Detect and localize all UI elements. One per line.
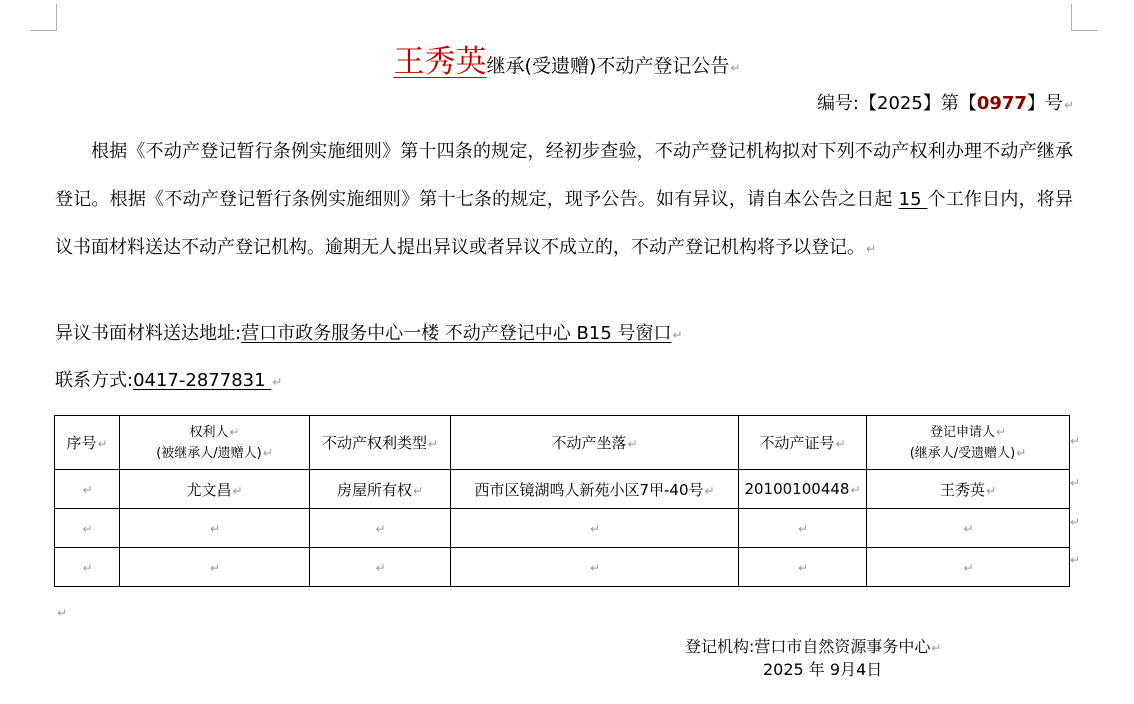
- cell-holder: 尤文昌↵: [120, 470, 310, 509]
- row-end-mark-icon: ↵: [1070, 553, 1081, 567]
- header-cert: 不动产证号↵: [739, 416, 867, 470]
- registration-table: [54, 415, 1070, 587]
- table-row: [55, 548, 1070, 587]
- header-seq: 序号↵: [55, 416, 120, 470]
- table-row: [55, 509, 1070, 548]
- header-holder: 权利人↵ (被继承人/遗赠人)↵: [120, 416, 310, 470]
- notice-number: [817, 89, 1074, 115]
- body-text-2: 个工作日内，将异议书面材料送达不动产登记机构。逾期无人提出异议或者异议不成立的，不动产登记机构将予以登记。: [55, 189, 1073, 258]
- number-mid: 】第【: [922, 93, 977, 114]
- title-person-name: 王秀英: [393, 44, 487, 80]
- objection-days: 15: [898, 189, 928, 210]
- notice-date: 2025 年 9月4日: [763, 660, 883, 679]
- authority-label: 登记机构:: [685, 637, 755, 656]
- cell-holder: ↵: [120, 509, 310, 548]
- row-end-mark-icon: ↵: [1070, 515, 1081, 529]
- body-text-1: 根据《不动产登记暂行条例实施细则》第十四条的规定，经初步查验，不动产登记机构拟对下列不动产权利办理不动产继承登记。根据《不动产登记暂行条例实施细则》第十七条的规定，现予公告。如有异议，请自本公告之日起: [55, 141, 1073, 210]
- cell-applicant: ↵: [867, 509, 1070, 548]
- cell-cert: ↵: [739, 548, 867, 587]
- cell-type: ↵: [310, 548, 451, 587]
- header-type: 不动产权利类型↵: [310, 416, 451, 470]
- cell-seq: ↵: [55, 548, 120, 587]
- header-location: 不动产坐落↵: [451, 416, 739, 470]
- contact-info: [55, 366, 282, 392]
- empty-paragraph-mark-icon: ↵: [57, 606, 68, 620]
- number-prefix: 编号:【: [816, 93, 878, 114]
- cell-seq: ↵: [55, 509, 120, 548]
- header-applicant: 登记申请人↵ (继承人/受遗赠人)↵: [867, 416, 1070, 470]
- address-value: 营口市政务服务中心一楼 不动产登记中心 B15 号窗口: [241, 323, 672, 344]
- cell-applicant: ↵: [867, 548, 1070, 587]
- paragraph-mark-icon: ↵: [931, 641, 942, 655]
- cell-seq: ↵: [55, 470, 120, 509]
- crop-mark-top-left: [30, 4, 57, 31]
- cell-applicant: 王秀英↵: [867, 470, 1070, 509]
- cell-location: 西市区镜湖鸣人新苑小区7甲-40号↵: [451, 470, 739, 509]
- registration-authority: [685, 634, 941, 657]
- table-header-row: [55, 416, 1070, 470]
- paragraph-mark-icon: ↵: [1063, 98, 1074, 112]
- body-paragraph: [55, 128, 1073, 273]
- table-row: [55, 470, 1070, 509]
- row-end-mark-icon: ↵: [1070, 434, 1081, 448]
- address-label: 异议书面材料送达地址:: [55, 323, 242, 344]
- paragraph-mark-icon: ↵: [272, 375, 283, 389]
- paragraph-mark-icon: ↵: [730, 61, 741, 75]
- cell-location: ↵: [451, 548, 739, 587]
- cell-type: ↵: [310, 509, 451, 548]
- paragraph-mark-icon: ↵: [866, 242, 877, 256]
- cell-holder: ↵: [120, 548, 310, 587]
- number-value: 0977: [976, 93, 1027, 114]
- objection-address: [55, 319, 683, 345]
- notice-title: [0, 36, 1134, 81]
- cell-cert: ↵: [739, 509, 867, 548]
- cell-location: ↵: [451, 509, 739, 548]
- contact-value: 0417-2877831: [133, 370, 272, 391]
- row-end-mark-icon: ↵: [1070, 476, 1081, 490]
- number-suffix: 】号: [1026, 93, 1063, 114]
- authority-name: 营口市自然资源事务中心: [754, 637, 931, 656]
- notice-body: [55, 128, 1073, 273]
- crop-mark-top-right: [1071, 4, 1098, 31]
- cell-type: 房屋所有权↵: [310, 470, 451, 509]
- contact-label: 联系方式:: [55, 370, 134, 391]
- title-text: 继承(受遗赠)不动产登记公告: [486, 55, 730, 77]
- paragraph-mark-icon: ↵: [672, 328, 683, 342]
- cell-cert: 20100100448↵: [739, 470, 867, 509]
- number-year: 2025: [877, 93, 923, 114]
